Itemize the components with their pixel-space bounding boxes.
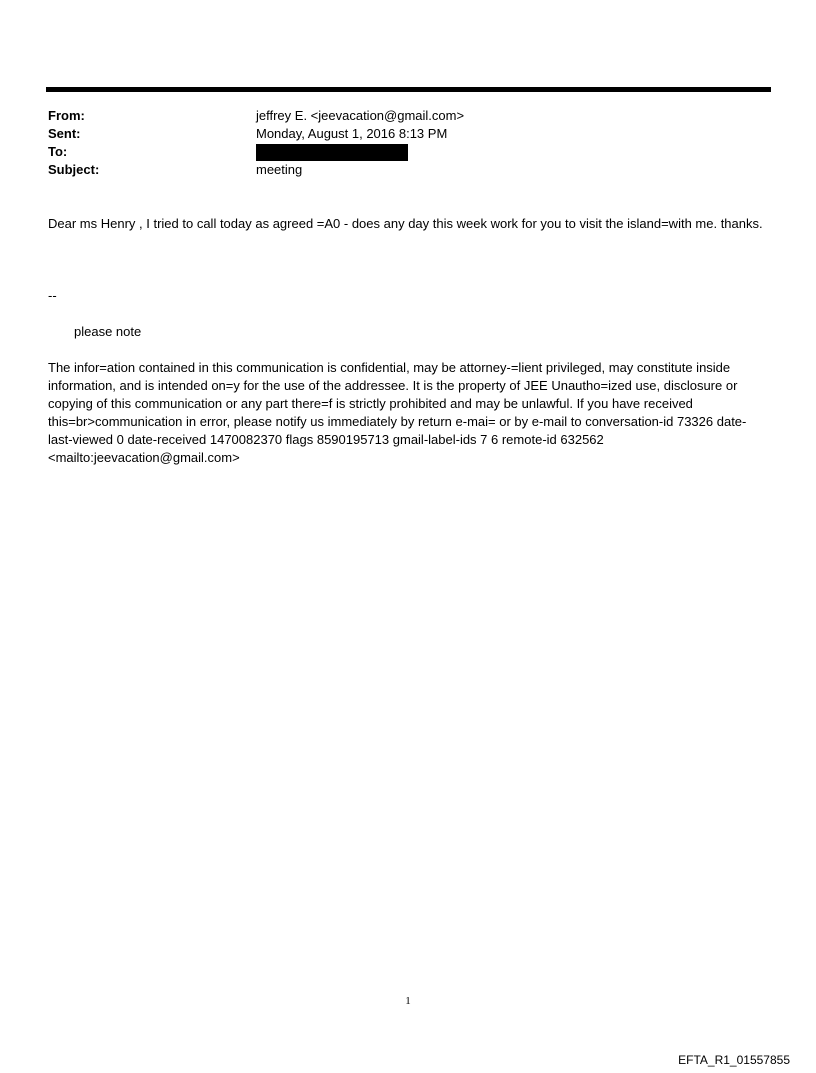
bates-number: EFTA_R1_01557855 — [678, 1053, 790, 1067]
message-body: Dear ms Henry , I tried to call today as agreed =A0 - does any day this week work for you to visit the island=with me. thanks. — [48, 216, 763, 231]
to-label: To: — [48, 144, 68, 159]
from-row — [48, 107, 748, 125]
sent-row — [48, 125, 748, 143]
sent-label: Sent: — [48, 126, 81, 141]
redaction-box — [256, 144, 408, 161]
confidentiality-disclaimer: The infor=ation contained in this communication is confidential, may be attorney-=lient privileged, may constitute inside information, and is intended on=y for the use of the addressee. It is the property of JEE Unautho=ized use, disclosure or copying of this communication or any part there=f is strictly prohibited and may be unlawful. If you have received this=br>communication in error, please notify us immediately by return e-mai= or by e-mail to conversation-id 73326 date-last-viewed 0 date-received 1470082370 flags 8590195713 gmail-label-ids 7 6 remote-id 632562 <mailto:jeevacation@gmail.com> — [48, 360, 747, 465]
sent-value: Monday, August 1, 2016 8:13 PM — [256, 126, 448, 141]
to-row — [48, 143, 748, 161]
page-number: 1 — [405, 995, 411, 1007]
signature-separator: -- — [48, 288, 57, 303]
from-label: From: — [48, 108, 85, 123]
subject-value: meeting — [256, 162, 303, 177]
from-value: jeffrey E. <jeevacation@gmail.com> — [256, 108, 465, 123]
subject-row — [48, 161, 748, 179]
note-heading: please note — [74, 324, 142, 339]
header-rule — [46, 87, 771, 92]
subject-label: Subject: — [48, 162, 100, 177]
